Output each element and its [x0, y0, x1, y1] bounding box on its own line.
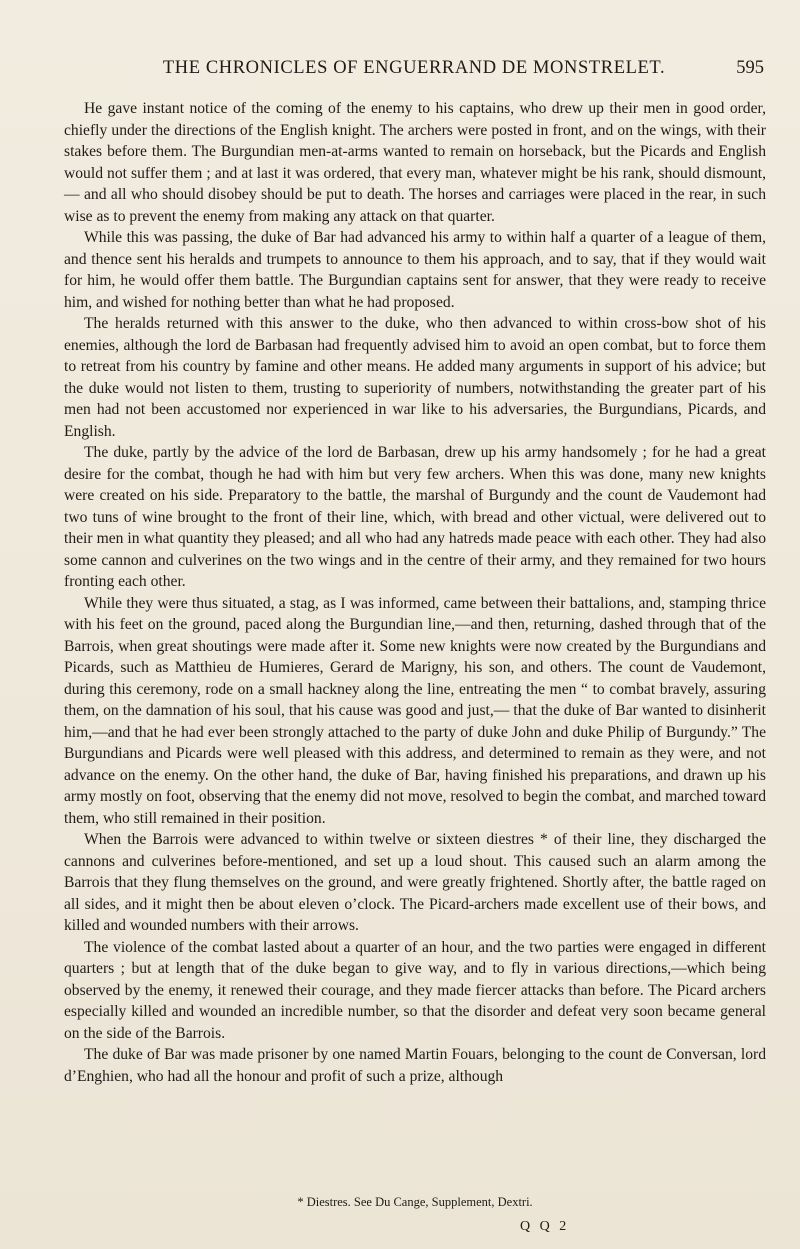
body-text — [64, 98, 766, 1087]
paragraph: The duke, partly by the advice of the lord de Barbasan, drew up his army handsomely ; for he had a great desire for the combat, though he had with him but very few archers. When this was done, many new knights were created on his side. Preparatory to the battle, the marshal of Burgundy and the count de Vaudemont had two tuns of wine brought to the front of their line, which, with bread and other victual, were delivered out to their men in what quantity they pleased; and all who had any hatreds made peace with each other. They had also some cannon and culverines on the two wings and in the centre of their army, and they remained for two hours fronting each other. — [64, 444, 766, 590]
running-title: THE CHRONICLES OF ENGUERRAND DE MONSTRELET. — [162, 58, 666, 78]
paragraph: He gave instant notice of the coming of the enemy to his captains, who drew up their men in good order, chiefly under the directions of the English knight. The archers were posted in front, and on the wings, with their stakes before them. The Burgundian men-at-arms wanted to remain on horseback, but the Picards and English would not suffer them ; and at last it was ordered, that every man, whatever might be his rank, should dismount,— and all who should disobey should be put to death. The horses and carriages were placed in the rear, in such wise as to prevent the enemy from making any attack on that quarter. — [64, 100, 766, 225]
paragraph: While this was passing, the duke of Bar had advanced his army to within half a quarter of a league of them, and thence sent his heralds and trumpets to announce to them his approach, and to say, that if they would wait for him, he would offer them battle. The Burgundian captains sent for answer, that they were ready to receive him, and wished for nothing better than what he had proposed. — [64, 229, 766, 311]
paragraph: While they were thus situated, a stag, as I was informed, came between their battalions, and, stamping thrice with his feet on the ground, paced along the Burgundian line,—and then, returning, dashed through that of the Barrois, when great shoutings were made after it. Some new knights were now created by the Burgundians and Picards, such as Matthieu de Humieres, Gerard de Marigny, his son, and others. The count de Vaudemont, during this ceremony, rode on a small hackney along the line, entreating the men “ to combat bravely, assuring them, on the damnation of his soul, that his cause was good and just,— that the duke of Bar wanted to disinherit him,—and that he had ever been strongly attached to the party of duke John and duke Philip of Burgundy.” The Burgundians and Picards were well pleased with this address, and determined to remain as they were, and not advance on the enemy. On the other hand, the duke of Bar, having finished his preparations, and drawn up his army mostly on foot, observing that the enemy did not move, resolved to begin the combat, and marched toward them, who still remained in their position. — [64, 594, 766, 827]
signature-mark: Q Q 2 — [520, 1219, 570, 1234]
paragraph: When the Barrois were advanced to within twelve or sixteen diestres * of their line, they discharged the cannons and culverines before-mentioned, and set up a loud shout. This caused such an alarm among the Barrois that they flung themselves on the ground, and were greatly frightened. Shortly after, the battle raged on all sides, and it might then be about eleven o’clock. The Picard-archers made excellent use of their bows, and killed and wounded numbers with their arrows. — [64, 831, 766, 934]
running-head — [64, 58, 764, 84]
paragraph: The violence of the combat lasted about a quarter of an hour, and the two parties were engaged in different quarters ; but at length that of the duke began to give way, and to fly in various directions,—which being observed by the enemy, it renewed their courage, and they made fiercer attacks than before. The Picard archers especially killed and wounded an incredible number, so that the disorder and defeat very soon became general on the side of the Barrois. — [64, 938, 766, 1042]
footnote: * Diestres. See Du Cange, Supplement, Dextri. — [297, 1195, 533, 1209]
paragraph: The duke of Bar was made prisoner by one named Martin Fouars, belonging to the count de Conversan, lord d’Enghien, who had all the honour and profit of such a prize, although — [64, 1046, 766, 1085]
page-number: 595 — [736, 58, 764, 78]
paragraph: The heralds returned with this answer to the duke, who then advanced to within cross-bow shot of his enemies, although the lord de Barbasan had frequently advised him to avoid an open combat, but to force them to retreat from his country by famine and other means. He added many arguments in support of his advice; but the duke would not listen to them, trusting to superiority of numbers, notwithstanding the greater part of his men had not been accustomed nor experienced in war like to his adversaries, the Burgundians, Picards, and English. — [64, 315, 766, 440]
